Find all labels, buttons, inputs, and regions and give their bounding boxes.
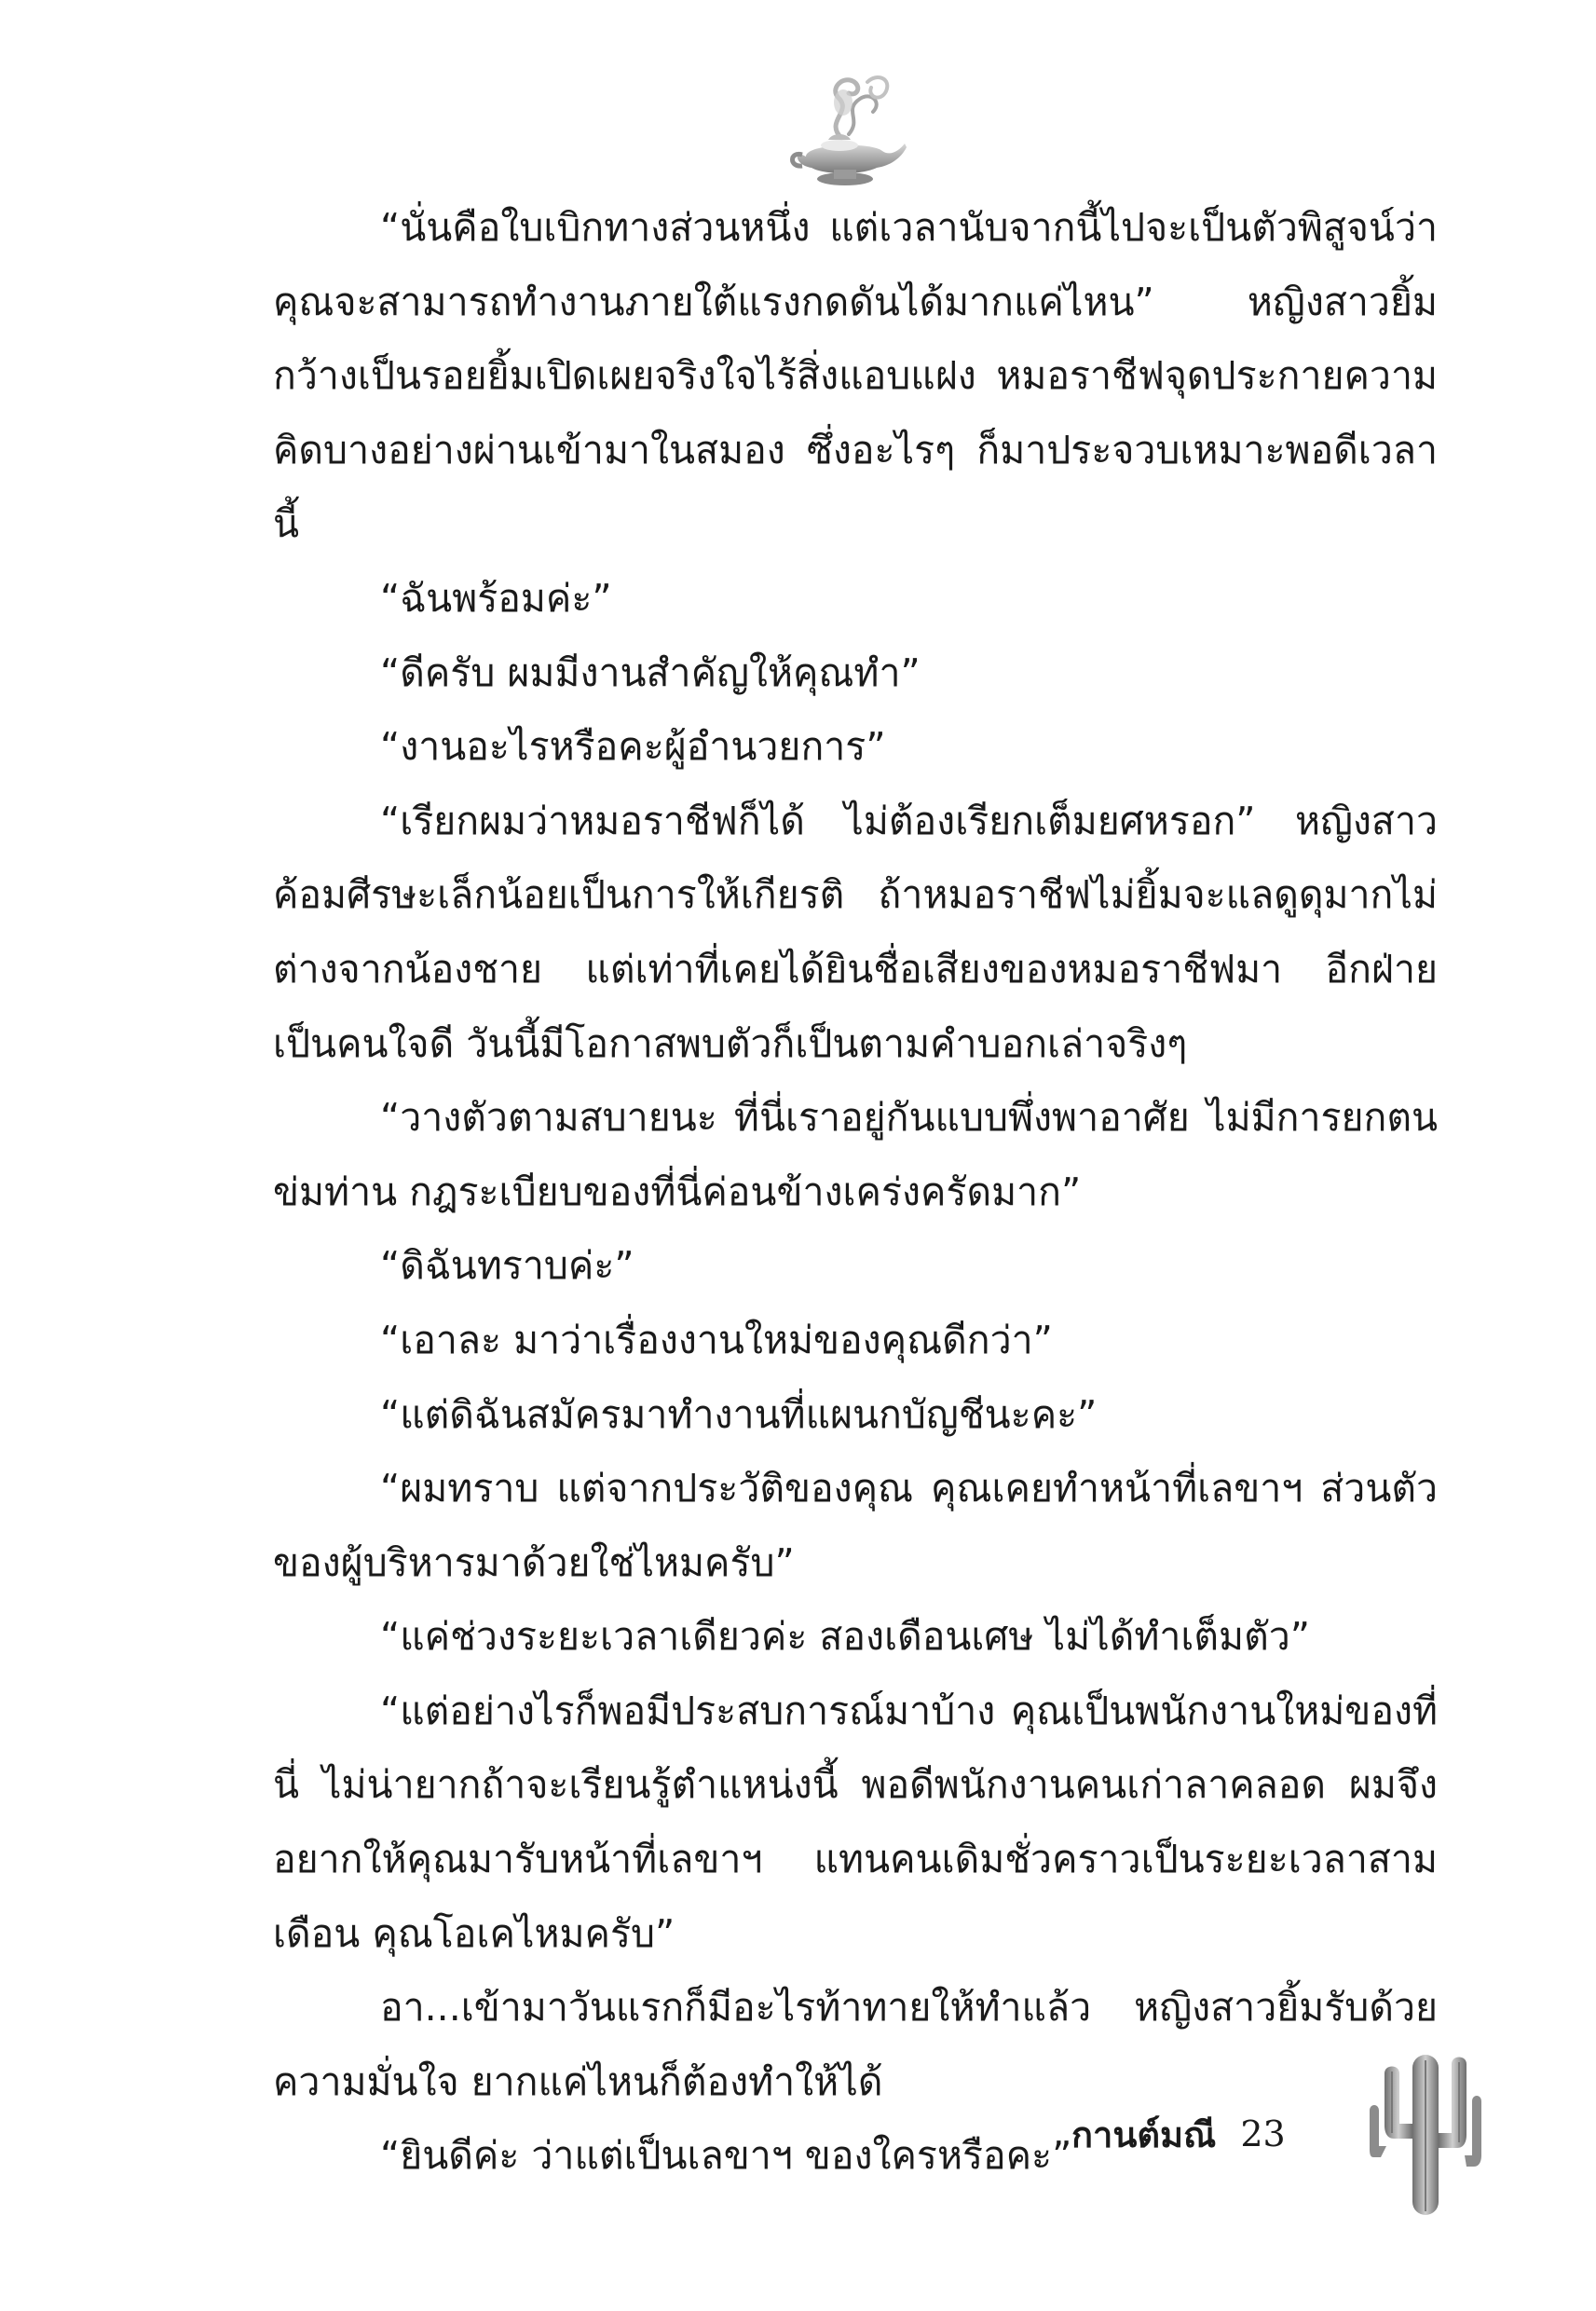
paragraph: “เรียกผมว่าหมอราชีฟก็ได้ ไม่ต้องเรียกเต็มยศหรอก” หญิงสาวค้อมศีรษะเล็กน้อยเป็นการให้เกียรติ ถ้าหมอราชีฟไม่ยิ้มจะแลดูดุมากไม่ต่างจากน้องชาย แต่เท่าที่เคยได้ยินชื่อเสียงของหมอราชีฟมา อีกฝ่ายเป็นคนใจดี วันนี้มีโอกาสพบตัวก็เป็นตามคำบอกเล่าจริงๆ — [273, 798, 1438, 1066]
paragraph: “ดิฉันทราบค่ะ” — [380, 1243, 634, 1289]
page-body — [273, 191, 1438, 2194]
paragraph: “เอาละ มาว่าเรื่องงานใหม่ของคุณดีกว่า” — [380, 1317, 1053, 1362]
paragraph: “แต่อย่างไรก็พอมีประสบการณ์มาบ้าง คุณเป็นพนักงานใหม่ของที่นี่ ไม่น่ายากถ้าจะเรียนรู้ตำแหน่งนี้ พอดีพนักงานคนเก่าลาคลอด ผมจึงอยากให้คุณมารับหน้าที่เลขาฯ แทนคนเดิมชั่วคราวเป็นระยะเวลาสามเดือน คุณโอเคไหมครับ” — [273, 1688, 1438, 1956]
page-number: 23 — [1240, 2113, 1286, 2154]
paragraph: “ฉันพร้อมค่ะ” — [380, 575, 612, 621]
paragraph: “ยินดีค่ะ ว่าแต่เป็นเลขาฯ ของใครหรือคะ” — [380, 2133, 1072, 2179]
paragraph: “งานอะไรหรือคะผู้อำนวยการ” — [380, 724, 886, 770]
paragraph: อา...เข้ามาวันแรกก็มีอะไรท้าทายให้ทำแล้ว หญิงสาวยิ้มรับด้วยความมั่นใจ ยากแค่ไหนก็ต้องทำให้ได้ — [273, 1985, 1438, 2104]
paragraph: “ดีครับ ผมมีงานสำคัญให้คุณทำ” — [380, 650, 921, 695]
paragraph: “นั่นคือใบเบิกทางส่วนหนึ่ง แต่เวลานับจากนี้ไปจะเป็นตัวพิสูจน์ว่าคุณจะสามารถทำงานภายใต้แรงกดดันได้มากแค่ไหน” หญิงสาวยิ้มกว้างเป็นรอยยิ้มเปิดเผยจริงใจไร้สิ่งแอบแฝง หมอราชีฟจุดประกายความคิดบางอย่างผ่านเข้ามาในสมอง ซึ่งอะไรๆ ก็มาประจวบเหมาะพอดีเวลานี้ — [273, 205, 1438, 547]
book-title: กานต์มณี — [1071, 2113, 1217, 2155]
page-footer — [1071, 2101, 1286, 2167]
paragraph: “แต่ดิฉันสมัครมาทำงานที่แผนกบัญชีนะคะ” — [380, 1391, 1098, 1437]
paragraph: “วางตัวตามสบายนะ ที่นี่เราอยู่กันแบบพึ่งพาอาศัย ไม่มีการยกตนข่มท่าน กฎระเบียบของที่นี่ค่อนข้างเคร่งครัดมาก” — [273, 1095, 1438, 1214]
paragraph: “ผมทราบ แต่จากประวัติของคุณ คุณเคยทำหน้าที่เลขาฯ ส่วนตัวของผู้บริหารมาด้วยใช่ไหมครับ” — [273, 1466, 1438, 1585]
paragraph: “แค่ช่วงระยะเวลาเดียวค่ะ สองเดือนเศษ ไม่ได้ทำเต็มตัว” — [380, 1614, 1310, 1660]
cactus-icon — [1370, 2036, 1481, 2218]
magic-lamp-icon — [787, 65, 908, 196]
